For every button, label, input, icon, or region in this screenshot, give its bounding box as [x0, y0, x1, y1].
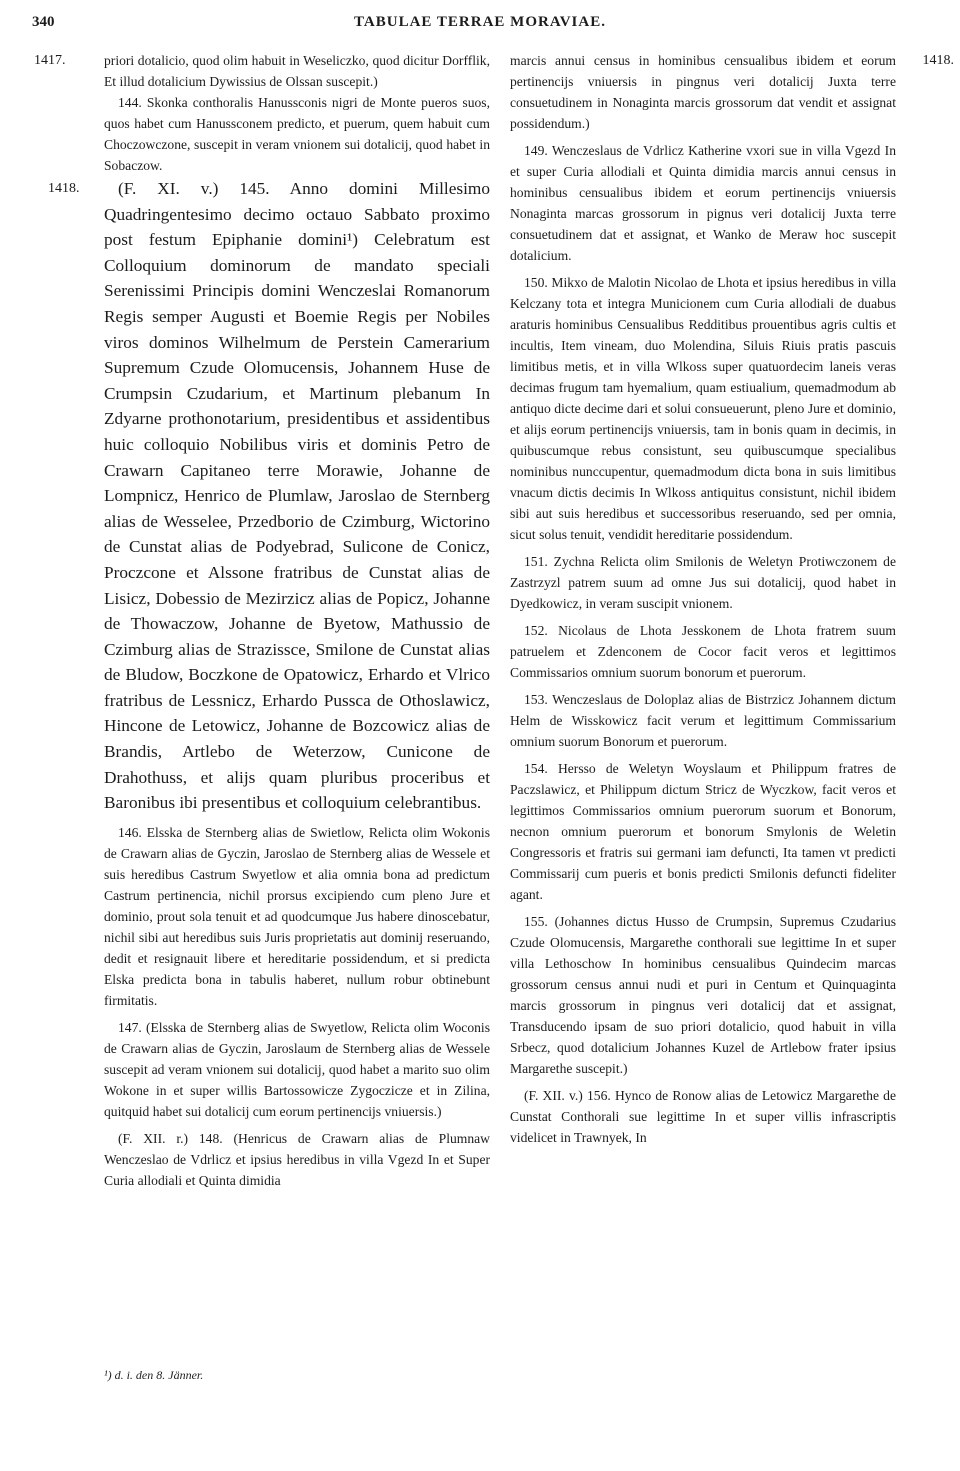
- footnote: ¹) d. i. den 8. Jänner.: [104, 1368, 204, 1382]
- entry-152: 152. Nicolaus de Lhota Jesskonem de Lhota fratrem suum patruelem et Zdenconem de Cocor facit veros et legittimos Commissarios omnium suorum bonorum et puerorum.: [510, 623, 896, 680]
- entry-148-continued: [510, 50, 954, 134]
- page-header: [32, 14, 928, 38]
- paragraph-text: priori dotalicio, quod olim habuit in Weseliczko, quod dicitur Dorfflik, Et illud dotalicium Dywissius de Olssan suscepit.): [104, 53, 490, 89]
- entry-154: 154. Hersso de Weletyn Woyslaum et Philippum fratres de Paczslawicz, et Philippum dictum Stricz de Wyczkow, facit veros et legittimos Commissarios omnium puerorum suorum et Bonorum, necnon omnium puerorum et bonorum Smylonis de Weletin Congressoris et fratris sui germani iam defuncti, Ita tamen vt predicti Commissarij cum pueris et bonis predicti Smilonis defuncti fideliter agant.: [510, 761, 896, 902]
- entry-151: 151. Zychna Relicta olim Smilonis de Weletyn Protiwczonem de Zastrzyzl patrem suum ad omne Jus sui dotalicij, quod habet in Dyedkowicz, in veram suscipit vnionem.: [510, 554, 896, 611]
- year-margin-note: 1417.: [34, 53, 66, 68]
- entry-147: 147. (Elsska de Sternberg alias de Swyetlow, Relicta olim Woconis de Crawarn alias de Gyczin, Jaroslaum de Sternberg alias de Wessele suscepit ad veram vnionem sui dotalicij, quod habet a marito suo olim Wokone in et super willis Bartossowicze Zygoczicze et in Zilina, quitquid habet sui dotalicij cum eorum pertinencijs vniuersis.): [104, 1019, 490, 1119]
- entry-144: 144. Skonka conthoralis Hanussconis nigri de Monte pueros suos, quos habet cum Hanussconem predicto, et puerum, quem habuit cum Choczowczone, suscepit in veram vnionem sui dotalicij, quod habet in Sobaczow.: [104, 95, 490, 173]
- left-column: [34, 50, 490, 1191]
- paragraph-text: marcis annui census in hominibus censualibus ibidem et eorum pertinencijs vniuersis in pingnus veri dotalicij Juxta terre consuetudinem in Nonaginta marcis grossorum dat vendit et assignat possidendum.): [510, 53, 896, 131]
- entry-155: 155. (Johannes dictus Husso de Crumpsin, Supremus Czudarius Czude Olomucensis, Margarethe conthorali sue legittime In et super villa Lethoschow In hominibus censualibus Quindecim marcas grossorum census annui nudi et puri in Centum et Quinquaginta marcis grossorum in pingnus veri dotalicij dat et assignat, Transducendo ipsam de suo priori dotalicio, quod habuit in villa Srbecz, quod dotalicium Johannes Kuzel de Artlebow frater ipsius Margarethe suscepit.): [510, 914, 896, 1076]
- right-column: [510, 50, 954, 1148]
- entry-145: [48, 176, 490, 816]
- running-title: TABULAE TERRAE MORAVIAE.: [354, 14, 606, 30]
- entry-146: 146. Elsska de Sternberg alias de Swietlow, Relicta olim Wokonis de Crawarn alias de Gyczin, Jaroslao de Sternberg alias de Wessele et suis heredibus Castrum Swyetlow et alia omnia bona ad predictum Castrum pertinencia, nichil prorsus excipiendo cum pleno Jure et dominio, prout sola tenuit et ad quodcumque Jus habere dinoscebatur, nichil sibi aut heredibus suis Juris proprietatis aut dominij reseruando, dedit et resignauit libere et hereditarie possidendum, et si predicta Elska predicta bona in tabulis haberet, nullum robur obtinebunt firmitatis.: [104, 824, 490, 1008]
- paragraph-143-continued: [34, 50, 490, 92]
- paragraph-text: (F. XI. v.) 145. Anno domini Millesimo Quadringentesimo decimo octauo Sabbato proximo post festum Epiphanie domini¹) Celebratum est Colloquium dominorum de mandato speciali Serenissimi Principis domini Wenczeslai Romanorum Regis semper Augusti et Boemie Regis per Nobiles viros dominos Wilhelmum de Perstein Camerarium Supremum Czude Olomucensis, Johannem Huse de Crumpsin Czudarium, et Martinum plebanum In Zdyarne prothonotarium, presidentibus et assidentibus huic colloquio Nobilibus viris et dominis Petro de Crawarn Capitaneo terre Morawie, Johanne de Lompnicz, Henrico de Plumlaw, Jaroslao de Sternberg alias de Wesselee, Przedborio de Czimburg, Wictorino de Cunstat alias de Podyebrad, Sulicone de Conicz, Proczcone et Alssone fratribus de Cunstat alias de Lisicz, Dobessio de Mezirzicz alias de Popicz, Johanne de Thowaczow, Johanne de Byetow, Mathussio de Czimburg alias de Strazissce, Smilone de Cunstat alias de Bludow, Boczkone de Opatowicz, Erhardo et Vlrico fratribus de Lessnicz, Erhardo Pussca de Othoslawicz, Hincone de Letowicz, Johanne de Bozcowicz alias de Brandis, Artlebo de Weterzow, Cunicone de Drahothuss, et alijs quam pluribus proceribus et Baronibus ibi presentibus et colloquium celebrantibus.: [104, 179, 490, 813]
- entry-150: 150. Mikxo de Malotin Nicolao de Lhota et ipsius heredibus in villa Kelczany tota et integra Municionem cum Curia allodiali de duabus araturis hominibus Censualibus Redditibus prouentibus agris cultis et incultis, Item vineam, duo Molendina, Siluis Riuis pratis pascuis limitibus metis, et in villa Wlkoss super quatuordecim laneis veras decimas frugum tam hyemalium, quam estiualium, quemadmodum ab antiquo dicte decime dari et solui consueuerunt, pleno Jure et dominio, et alijs eorum pertinencijs vniuersis, tam in bonis quam in decimis, in quibuscumque rebus consistunt, seu quibuscumque specialibus nominibus nunccupentur, quemadmodum dicta bona in suis limitibus vnacum dictis decimis In Wlkoss antiquitus consistunt, nichil ibidem sibi aut suis heredibus et successoribus reseruando, sed per omnia, sicut solus tenuit, vendidit hereditarie possidendum.: [510, 275, 896, 542]
- year-margin-note: 1418.: [48, 181, 80, 196]
- page-number: 340: [32, 14, 55, 30]
- entry-153: 153. Wenczeslaus de Doloplaz alias de Bistrzicz Johannem dictum Helm de Wisskowicz facit verum et legittimum Commissarium omnium suorum Bonorum et puerorum.: [510, 692, 896, 749]
- entry-149: 149. Wenczeslaus de Vdrlicz Katherine vxori sue in villa Vgezd In et super Curia allodiali et Quinta dimidia marcis annui census in hominibus censualibus ibidem et eorum pertinencijs vniuersis Nonaginta marcas grossorum in pignus veri dotalicij Juxta terre consuetudinem dat et assignat, et Wanko de Meraw hoc suscepit dotalicium.: [510, 143, 896, 263]
- entry-148: (F. XII. r.) 148. (Henricus de Crawarn alias de Plumnaw Wenczeslao de Vdrlicz et ipsius heredibus in villa Vgezd In et Super Curia allodiali et Quinta dimidia: [104, 1130, 490, 1188]
- year-margin-note: 1418.: [922, 53, 954, 68]
- entry-156: (F. XII. v.) 156. Hynco de Ronow alias de Letowicz Margarethe de Cunstat Conthorali sue legittime In et super villis infrascriptis videlicet in Trawnyek, In: [510, 1088, 896, 1145]
